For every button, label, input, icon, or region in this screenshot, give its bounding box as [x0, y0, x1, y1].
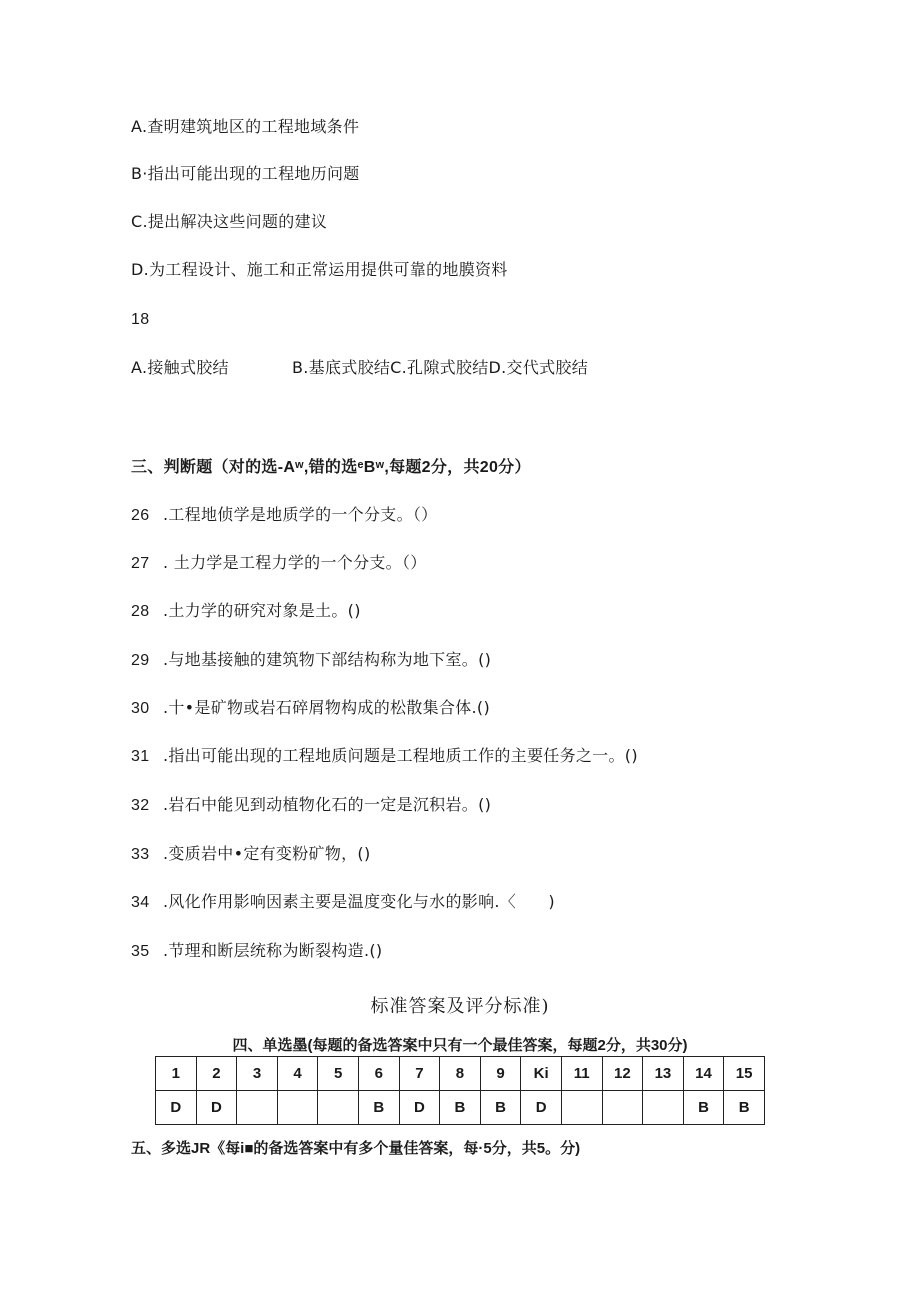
answer-table	[155, 1056, 765, 1125]
table-header-cell: 9	[480, 1057, 521, 1091]
question-number: 30	[131, 700, 150, 717]
question-26	[131, 505, 438, 526]
table-answer-cell	[277, 1091, 318, 1125]
table-header-cell: 2	[196, 1057, 237, 1091]
table-answer-cell: B	[440, 1091, 481, 1125]
section-4-title: 四、单选墨(每题的备选答案中只有一个最佳答案，每题2分，共30分)	[232, 1037, 688, 1054]
question-text: .岩石中能见到动植物化石的一定是沉积岩。()	[163, 795, 492, 814]
question-28	[131, 601, 361, 622]
section-5-title: 五、多选JR《每i■的备选答案中有多个量佳答案，每·5分，共5。分)	[131, 1140, 581, 1157]
table-answer-cell: B	[480, 1091, 521, 1125]
question-number: 31	[131, 748, 150, 765]
question-number: 29	[131, 652, 150, 669]
question-text: .变质岩中•定有变粉矿物，()	[163, 844, 371, 863]
question-text: .节理和断层统称为断裂构造.()	[163, 941, 383, 960]
table-header-cell: 1	[156, 1057, 197, 1091]
table-answer-cell	[602, 1091, 643, 1125]
question-35	[131, 941, 382, 962]
table-answer-cell: D	[196, 1091, 237, 1125]
table-header-cell: 14	[683, 1057, 724, 1091]
table-answer-cell	[318, 1091, 359, 1125]
table-header-cell: 7	[399, 1057, 440, 1091]
table-header-cell: 3	[237, 1057, 278, 1091]
table-header-cell: 15	[724, 1057, 765, 1091]
table-answer-cell	[643, 1091, 684, 1125]
question-30	[131, 698, 490, 719]
question-number: 26	[131, 507, 150, 524]
table-answer-cell	[561, 1091, 602, 1125]
question-34	[131, 892, 555, 913]
question-27	[131, 553, 427, 574]
answer-key-title: 标准答案及评分标准)	[370, 996, 550, 1017]
table-header-row	[156, 1057, 765, 1091]
question-text: .工程地侦学是地质学的一个分支。（）	[163, 505, 438, 524]
question-32	[131, 795, 491, 816]
question-31	[131, 746, 638, 767]
option-bcd-18: B.基底式胶结C.孔隙式胶结D.交代式胶结	[292, 358, 589, 377]
option-a-17: A.查明建筑地区的工程地域条件	[131, 117, 360, 136]
table-header-cell: 13	[643, 1057, 684, 1091]
question-18-options	[131, 358, 731, 378]
question-number: 33	[131, 846, 150, 863]
question-text: .与地基接触的建筑物下部结构称为地下室。()	[163, 650, 492, 669]
table-header-cell: 11	[561, 1057, 602, 1091]
table-header-cell: 12	[602, 1057, 643, 1091]
question-number: 32	[131, 797, 150, 814]
table-answer-cell	[237, 1091, 278, 1125]
table-answer-cell: D	[399, 1091, 440, 1125]
question-text: .十•是矿物或岩石碎屑物构成的松散集合体.()	[163, 698, 490, 717]
question-number: 34	[131, 894, 150, 911]
question-text: .风化作用影响因素主要是温度变化与水的影响.〈 )	[163, 892, 555, 911]
question-text: .土力学的研究对象是土。()	[163, 601, 361, 620]
table-header-cell: 5	[318, 1057, 359, 1091]
table-answer-cell: B	[683, 1091, 724, 1125]
question-33	[131, 844, 371, 865]
table-header-cell: 6	[358, 1057, 399, 1091]
section-3-title: 三、判断题（对的选-Aʷ,错的选ᵉBʷ,每题2分，共20分）	[131, 459, 531, 476]
question-number: 28	[131, 603, 150, 620]
option-b-17: B·指出可能出现的工程地历问题	[131, 164, 360, 183]
option-a-18: A.接触式胶结	[131, 358, 229, 377]
question-text: . 土力学是工程力学的一个分支。（）	[163, 553, 427, 572]
table-header-cell: 4	[277, 1057, 318, 1091]
table-answer-row	[156, 1091, 765, 1125]
question-29	[131, 650, 491, 671]
table-header-cell: Ki	[521, 1057, 562, 1091]
question-number: 35	[131, 943, 150, 960]
table-answer-cell: D	[521, 1091, 562, 1125]
question-18-number: 18	[131, 311, 150, 328]
option-c-17: C.提出解决这些问题的建议	[131, 212, 328, 231]
table-header-cell: 8	[440, 1057, 481, 1091]
question-number: 27	[131, 555, 150, 572]
option-d-17: D.为工程设计、施工和正常运用提供可靠的地膜资料	[131, 260, 508, 279]
question-text: .指出可能出现的工程地质问题是工程地质工作的主要任务之一。()	[163, 746, 638, 765]
table-answer-cell: D	[156, 1091, 197, 1125]
table-answer-cell: B	[724, 1091, 765, 1125]
table-answer-cell: B	[358, 1091, 399, 1125]
